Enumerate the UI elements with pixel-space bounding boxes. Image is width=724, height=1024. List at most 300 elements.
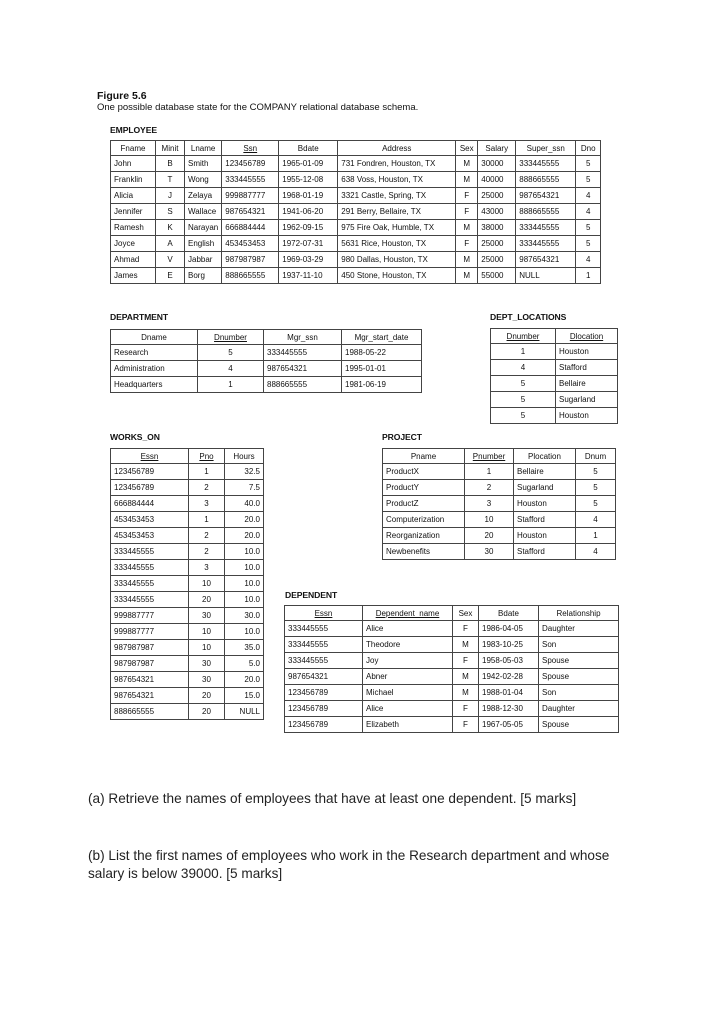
table-cell: 2: [189, 544, 225, 560]
column-header-label: Plocation: [528, 451, 561, 461]
table-row: [111, 576, 264, 592]
table-cell: 4: [576, 512, 616, 528]
table-cell: 5: [576, 220, 601, 236]
column-header-label: Dnum: [584, 451, 607, 461]
table-cell: Sugarland: [556, 392, 618, 408]
column-header: [111, 449, 189, 464]
table-row: [383, 544, 616, 560]
table-cell: Spouse: [539, 717, 619, 733]
table-cell: 2: [189, 480, 225, 496]
table-cell: English: [185, 236, 222, 252]
table-cell: 5: [491, 376, 556, 392]
table-cell: 10.0: [225, 592, 264, 608]
table-cell: 453453453: [222, 236, 279, 252]
column-header-label: Sex: [459, 143, 474, 153]
table-cell: M: [453, 669, 479, 685]
table-cell: 999887777: [222, 188, 279, 204]
table-cell: M: [456, 172, 478, 188]
table-cell: 888665555: [264, 377, 342, 393]
column-header: [576, 141, 601, 156]
table-cell: 333445555: [111, 560, 189, 576]
table-row: [111, 268, 601, 284]
table-cell: 1965-01-09: [279, 156, 338, 172]
table-row: [111, 172, 601, 188]
table-cell: 35.0: [225, 640, 264, 656]
table-cell: Joyce: [111, 236, 156, 252]
table-row: [285, 669, 619, 685]
table-cell: Research: [111, 345, 198, 361]
table-row: [111, 361, 422, 377]
table-cell: 450 Stone, Houston, TX: [338, 268, 456, 284]
table-cell: Reorganization: [383, 528, 465, 544]
table-row: [111, 640, 264, 656]
department-table-wrap: [110, 329, 422, 393]
table-cell: 123456789: [111, 464, 189, 480]
table-cell: Headquarters: [111, 377, 198, 393]
table-cell: M: [456, 252, 478, 268]
table-cell: Houston: [556, 408, 618, 424]
table-cell: 123456789: [111, 480, 189, 496]
table-cell: 666884444: [111, 496, 189, 512]
table-cell: Elizabeth: [363, 717, 453, 733]
table-cell: 987987987: [222, 252, 279, 268]
table-cell: 10: [189, 640, 225, 656]
table-cell: Spouse: [539, 653, 619, 669]
employee-header-row: [111, 141, 601, 156]
table-cell: 5: [491, 392, 556, 408]
table-row: [491, 376, 618, 392]
table-cell: 20: [189, 592, 225, 608]
table-cell: 5: [576, 156, 601, 172]
table-cell: 123456789: [285, 685, 363, 701]
table-cell: Ramesh: [111, 220, 156, 236]
table-cell: 1937-11-10: [279, 268, 338, 284]
table-cell: NULL: [516, 268, 576, 284]
dept-locations-table: [490, 328, 618, 424]
column-header: [279, 141, 338, 156]
table-cell: M: [456, 268, 478, 284]
column-header: [465, 449, 514, 464]
table-cell: 333445555: [285, 621, 363, 637]
table-cell: 5.0: [225, 656, 264, 672]
table-cell: J: [156, 188, 185, 204]
table-cell: 5631 Rice, Houston, TX: [338, 236, 456, 252]
table-cell: Houston: [514, 528, 576, 544]
table-cell: 987987987: [111, 656, 189, 672]
table-cell: 1: [576, 268, 601, 284]
table-cell: 1972-07-31: [279, 236, 338, 252]
column-header-label: Mgr_ssn: [287, 332, 318, 342]
column-header: [185, 141, 222, 156]
project-table: [382, 448, 616, 560]
table-row: [111, 704, 264, 720]
table-cell: Newbenefits: [383, 544, 465, 560]
column-header: [225, 449, 264, 464]
table-cell: 1958-05-03: [479, 653, 539, 669]
table-row: [111, 688, 264, 704]
question-a: (a) Retrieve the names of employees that have at least one dependent. [5 marks]: [88, 791, 577, 806]
table-cell: 4: [576, 252, 601, 268]
table-cell: 5: [576, 236, 601, 252]
table-row: [285, 701, 619, 717]
table-row: [383, 512, 616, 528]
project-header-row: [383, 449, 616, 464]
table-cell: V: [156, 252, 185, 268]
table-cell: Smith: [185, 156, 222, 172]
table-cell: 987654321: [111, 688, 189, 704]
table-cell: 5: [198, 345, 264, 361]
dept-locations-title: DEPT_LOCATIONS: [490, 312, 567, 322]
table-cell: F: [453, 621, 479, 637]
column-header-label: Pnumber: [472, 451, 506, 461]
table-cell: Alice: [363, 621, 453, 637]
table-cell: 980 Dallas, Houston, TX: [338, 252, 456, 268]
table-cell: 25000: [478, 236, 516, 252]
table-cell: ProductX: [383, 464, 465, 480]
table-cell: Ahmad: [111, 252, 156, 268]
table-cell: 1: [491, 344, 556, 360]
table-cell: 1988-05-22: [342, 345, 422, 361]
column-header: [111, 141, 156, 156]
table-cell: F: [453, 701, 479, 717]
question-b: (b) List the first names of employees who work in the Research department and whose salary is below 39000. [5 marks]: [88, 848, 610, 881]
table-cell: 1941-06-20: [279, 204, 338, 220]
table-cell: 10.0: [225, 544, 264, 560]
table-row: [285, 717, 619, 733]
figure-title: Figure 5.6: [97, 90, 147, 102]
table-row: [285, 685, 619, 701]
table-cell: 1969-03-29: [279, 252, 338, 268]
column-header: [363, 606, 453, 621]
table-cell: 38000: [478, 220, 516, 236]
column-header-label: Fname: [120, 143, 146, 153]
table-cell: Michael: [363, 685, 453, 701]
table-cell: Theodore: [363, 637, 453, 653]
table-row: [491, 408, 618, 424]
table-cell: 30: [189, 672, 225, 688]
table-row: [491, 360, 618, 376]
table-cell: 20.0: [225, 512, 264, 528]
table-cell: Abner: [363, 669, 453, 685]
table-cell: 333445555: [285, 637, 363, 653]
table-cell: 888665555: [222, 268, 279, 284]
column-header-label: Dname: [141, 332, 167, 342]
table-cell: 1: [465, 464, 514, 480]
column-header: [383, 449, 465, 464]
table-cell: 999887777: [111, 608, 189, 624]
dept-locations-header-row: [491, 329, 618, 344]
table-cell: 10: [189, 624, 225, 640]
column-header: [222, 141, 279, 156]
table-cell: Jabbar: [185, 252, 222, 268]
table-cell: Bellaire: [556, 376, 618, 392]
table-cell: Alicia: [111, 188, 156, 204]
table-row: [111, 464, 264, 480]
table-cell: M: [453, 637, 479, 653]
table-cell: 3: [465, 496, 514, 512]
table-cell: 453453453: [111, 512, 189, 528]
table-cell: T: [156, 172, 185, 188]
column-header: [198, 330, 264, 345]
table-cell: Borg: [185, 268, 222, 284]
table-cell: M: [456, 156, 478, 172]
table-row: [111, 560, 264, 576]
table-row: [111, 608, 264, 624]
department-table: [110, 329, 422, 393]
table-row: [111, 544, 264, 560]
column-header-label: Hours: [233, 451, 255, 461]
table-cell: 1967-05-05: [479, 717, 539, 733]
column-header-label: Minit: [161, 143, 179, 153]
table-cell: 4: [198, 361, 264, 377]
table-cell: 20: [189, 688, 225, 704]
column-header-label: Mgr_start_date: [354, 332, 409, 342]
table-cell: K: [156, 220, 185, 236]
table-row: [383, 528, 616, 544]
table-cell: 4: [576, 544, 616, 560]
table-cell: 333445555: [516, 220, 576, 236]
table-cell: F: [453, 717, 479, 733]
dependent-title: DEPENDENT: [285, 590, 338, 600]
table-cell: 5: [491, 408, 556, 424]
table-cell: Franklin: [111, 172, 156, 188]
table-cell: Bellaire: [514, 464, 576, 480]
table-cell: Houston: [556, 344, 618, 360]
table-cell: B: [156, 156, 185, 172]
table-cell: 1955-12-08: [279, 172, 338, 188]
table-cell: Narayan: [185, 220, 222, 236]
table-cell: Wallace: [185, 204, 222, 220]
table-cell: Computerization: [383, 512, 465, 528]
table-cell: A: [156, 236, 185, 252]
table-cell: Daughter: [539, 621, 619, 637]
works-on-header-row: [111, 449, 264, 464]
table-row: [383, 464, 616, 480]
table-cell: Son: [539, 637, 619, 653]
works-on-table-wrap: [110, 448, 264, 720]
table-cell: 30: [189, 608, 225, 624]
table-cell: 123456789: [222, 156, 279, 172]
table-cell: 10: [189, 576, 225, 592]
department-title: DEPARTMENT: [110, 312, 169, 322]
table-cell: 5: [576, 480, 616, 496]
table-row: [111, 377, 422, 393]
table-row: [111, 496, 264, 512]
table-cell: 10: [465, 512, 514, 528]
column-header-label: Dnumber: [506, 331, 540, 341]
table-cell: 638 Voss, Houston, TX: [338, 172, 456, 188]
table-row: [111, 220, 601, 236]
table-row: [383, 480, 616, 496]
column-header-label: Dnumber: [214, 332, 247, 342]
column-header-label: Super_ssn: [526, 143, 565, 153]
column-header-label: Essn: [314, 608, 333, 618]
table-cell: S: [156, 204, 185, 220]
column-header: [453, 606, 479, 621]
table-cell: 40000: [478, 172, 516, 188]
column-header-label: Sex: [458, 608, 473, 618]
table-cell: 987654321: [285, 669, 363, 685]
table-cell: Stafford: [514, 544, 576, 560]
column-header-label: Essn: [140, 451, 159, 461]
table-cell: NULL: [225, 704, 264, 720]
table-cell: 888665555: [111, 704, 189, 720]
table-cell: 1988-12-30: [479, 701, 539, 717]
table-cell: 1981-06-19: [342, 377, 422, 393]
table-cell: Stafford: [514, 512, 576, 528]
table-cell: 30: [465, 544, 514, 560]
table-row: [111, 480, 264, 496]
table-cell: F: [456, 204, 478, 220]
table-cell: ProductY: [383, 480, 465, 496]
table-cell: 975 Fire Oak, Humble, TX: [338, 220, 456, 236]
table-cell: 987654321: [222, 204, 279, 220]
column-header: [111, 330, 198, 345]
table-cell: 333445555: [111, 576, 189, 592]
column-header: [539, 606, 619, 621]
table-cell: 123456789: [285, 717, 363, 733]
table-cell: 666884444: [222, 220, 279, 236]
table-cell: Houston: [514, 496, 576, 512]
table-cell: M: [456, 220, 478, 236]
table-cell: 987654321: [264, 361, 342, 377]
table-cell: 333445555: [516, 236, 576, 252]
table-cell: 25000: [478, 252, 516, 268]
table-cell: F: [453, 653, 479, 669]
table-row: [111, 528, 264, 544]
table-cell: 3321 Castle, Spring, TX: [338, 188, 456, 204]
table-cell: 4: [576, 188, 601, 204]
employee-title: EMPLOYEE: [110, 125, 157, 135]
table-cell: 333445555: [222, 172, 279, 188]
table-cell: 333445555: [111, 592, 189, 608]
table-cell: Zelaya: [185, 188, 222, 204]
table-cell: Daughter: [539, 701, 619, 717]
table-cell: Sugarland: [514, 480, 576, 496]
project-title: PROJECT: [382, 432, 422, 442]
table-cell: 1: [189, 512, 225, 528]
column-header: [514, 449, 576, 464]
table-cell: ProductZ: [383, 496, 465, 512]
table-row: [383, 496, 616, 512]
column-header: [478, 141, 516, 156]
table-cell: 5: [576, 172, 601, 188]
table-cell: 10.0: [225, 576, 264, 592]
table-cell: 1962-09-15: [279, 220, 338, 236]
column-header: [491, 329, 556, 344]
table-cell: 4: [491, 360, 556, 376]
column-header-label: Lname: [190, 143, 216, 153]
table-cell: Alice: [363, 701, 453, 717]
column-header-label: Dlocation: [569, 331, 604, 341]
table-row: [285, 653, 619, 669]
table-row: [111, 345, 422, 361]
table-cell: 987654321: [111, 672, 189, 688]
table-cell: 30: [189, 656, 225, 672]
column-header: [338, 141, 456, 156]
table-cell: F: [456, 236, 478, 252]
table-cell: 888665555: [516, 172, 576, 188]
employee-table: [110, 140, 601, 284]
table-cell: 1986-04-05: [479, 621, 539, 637]
table-cell: 25000: [478, 188, 516, 204]
column-header: [456, 141, 478, 156]
column-header: [516, 141, 576, 156]
table-cell: Administration: [111, 361, 198, 377]
column-header: [479, 606, 539, 621]
table-row: [285, 621, 619, 637]
table-cell: Stafford: [556, 360, 618, 376]
table-cell: James: [111, 268, 156, 284]
table-cell: 1942-02-28: [479, 669, 539, 685]
table-cell: Wong: [185, 172, 222, 188]
table-cell: 32.5: [225, 464, 264, 480]
table-cell: M: [453, 685, 479, 701]
table-row: [285, 637, 619, 653]
table-cell: 3: [189, 496, 225, 512]
table-cell: 333445555: [111, 544, 189, 560]
dept-locations-table-wrap: [490, 328, 618, 424]
column-header-label: Dno: [580, 143, 596, 153]
works-on-table: [110, 448, 264, 720]
table-cell: 55000: [478, 268, 516, 284]
table-cell: 1983-10-25: [479, 637, 539, 653]
table-cell: 291 Berry, Bellaire, TX: [338, 204, 456, 220]
works-on-title: WORKS_ON: [110, 432, 160, 442]
table-row: [111, 252, 601, 268]
column-header: [264, 330, 342, 345]
table-cell: 333445555: [264, 345, 342, 361]
column-header: [576, 449, 616, 464]
table-cell: 5: [576, 464, 616, 480]
table-row: [491, 344, 618, 360]
table-cell: 1988-01-04: [479, 685, 539, 701]
table-cell: 15.0: [225, 688, 264, 704]
column-header-label: Dependent_name: [375, 608, 440, 618]
table-cell: 5: [576, 496, 616, 512]
column-header: [189, 449, 225, 464]
table-cell: 4: [576, 204, 601, 220]
table-cell: 43000: [478, 204, 516, 220]
table-cell: 7.5: [225, 480, 264, 496]
table-cell: E: [156, 268, 185, 284]
dependent-table-wrap: [284, 605, 619, 733]
table-row: [111, 592, 264, 608]
table-cell: 40.0: [225, 496, 264, 512]
table-cell: Spouse: [539, 669, 619, 685]
table-cell: Jennifer: [111, 204, 156, 220]
table-row: [111, 624, 264, 640]
dependent-header-row: [285, 606, 619, 621]
table-row: [111, 188, 601, 204]
table-row: [111, 156, 601, 172]
column-header-label: Relationship: [556, 608, 601, 618]
table-cell: 10.0: [225, 624, 264, 640]
table-cell: 453453453: [111, 528, 189, 544]
column-header: [285, 606, 363, 621]
table-row: [111, 204, 601, 220]
table-cell: 1: [189, 464, 225, 480]
table-cell: 1995-01-01: [342, 361, 422, 377]
column-header-label: Address: [382, 143, 412, 153]
column-header-label: Pno: [199, 451, 214, 461]
table-cell: 20: [189, 704, 225, 720]
table-cell: 3: [189, 560, 225, 576]
table-cell: John: [111, 156, 156, 172]
column-header: [342, 330, 422, 345]
table-row: [111, 236, 601, 252]
table-cell: 333445555: [516, 156, 576, 172]
